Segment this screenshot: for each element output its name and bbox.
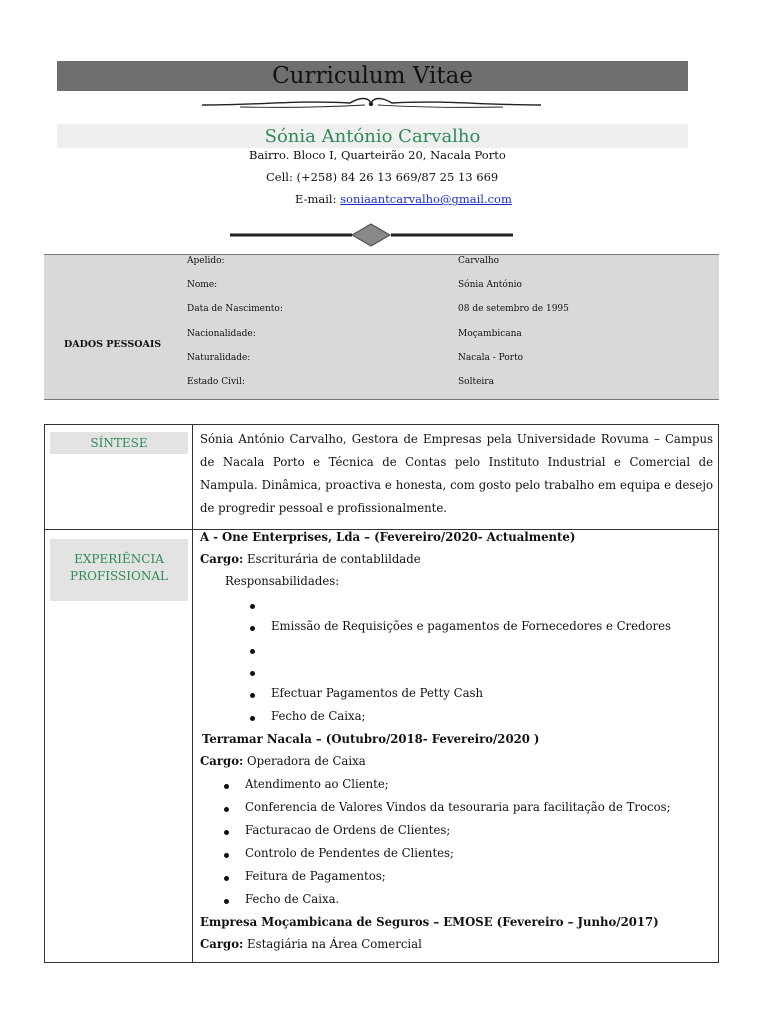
address: Bairro. Bloco I, Quarteirão 20, Nacala Porto [249, 148, 506, 162]
list-item-text: Controlo de Pendentes de Clientes; [245, 846, 454, 860]
personal-data-section [44, 254, 719, 400]
personal-row [44, 304, 719, 318]
list-item-text: Fecho de Caixa; [271, 709, 366, 723]
bullet-dot [250, 626, 255, 631]
personal-row [44, 256, 719, 270]
name-band [57, 124, 688, 148]
list-item-text: Emissão de Requisições e pagamentos de Fornecedores e Credores [271, 619, 672, 633]
job-company: A - One Enterprises, Lda – (Fevereiro/2020- Actualmente) [200, 530, 576, 544]
job-cargo [200, 937, 422, 951]
personal-label: Naturalidade: [187, 353, 251, 363]
job-company: Terramar Nacala – (Outubro/2018- Fevereiro/2020 ) [202, 732, 540, 746]
bullet-dot [250, 693, 255, 698]
cargo-value: Estagiária na Área Comercial [243, 937, 422, 951]
sintese-label: SÍNTESE [50, 432, 188, 454]
personal-label: Apelido: [187, 256, 225, 266]
bullet-dot [250, 716, 255, 721]
diamond-divider [230, 223, 513, 247]
personal-value: Carvalho [458, 256, 500, 266]
list-item [245, 869, 386, 883]
personal-value: Nacala - Porto [458, 353, 524, 363]
personal-label: Nacionalidade: [187, 329, 256, 339]
experience-label [50, 539, 188, 601]
personal-section-label: DADOS PESSOAIS [64, 339, 162, 350]
cargo-value: Operadora de Caixa [243, 754, 366, 768]
list-item [245, 823, 450, 837]
list-item [245, 800, 671, 814]
email-label: E-mail: [295, 192, 341, 206]
bullet-dot [224, 830, 229, 835]
cargo-label: Cargo: [200, 754, 244, 768]
bullet-dot [224, 784, 229, 789]
list-item [271, 686, 483, 700]
list-item [271, 619, 671, 633]
personal-row [44, 353, 719, 367]
personal-label: Estado Civil: [187, 377, 245, 387]
flourish-divider [200, 94, 543, 114]
bullet-dot [250, 604, 255, 609]
list-item-text: Feitura de Pagamentos; [245, 869, 386, 883]
personal-row [44, 329, 719, 343]
candidate-name: Sónia António Carvalho [264, 126, 481, 147]
email-link[interactable]: soniaantcarvalho@gmail.com [340, 192, 512, 206]
list-item-text: Conferencia de Valores Vindos da tesouraria para facilitação de Trocos; [245, 800, 671, 814]
personal-value: Solteira [458, 377, 494, 387]
list-item-text: Atendimento ao Cliente; [245, 777, 389, 791]
cargo-label: Cargo: [200, 937, 244, 951]
bullet-dot [224, 876, 229, 881]
personal-value: 08 de setembro de 1995 [458, 304, 569, 314]
personal-row [44, 280, 719, 294]
bullet-dot [224, 853, 229, 858]
phone: Cell: (+258) 84 26 13 669/87 25 13 669 [266, 170, 499, 184]
experience-label-line1: EXPERIÊNCIA [74, 552, 164, 566]
bullet-dot [250, 671, 255, 676]
sintese-text: Sónia António Carvalho, Gestora de Empresas pela Universidade Rovuma – Campus de Nacala Porto e Técnica de Contas pelo Instituto Industrial e Comercial de Nampula. Dinâmica, proactiva e honesta, com gosto pelo trabalho em equipa e desejo de progredir pessoal e profissionalmente. [200, 432, 713, 515]
personal-row [44, 377, 719, 391]
list-item [245, 777, 389, 791]
bullet-dot [224, 807, 229, 812]
personal-value: Moçambicana [458, 329, 522, 339]
cv-main-table [44, 424, 719, 963]
title-bar [57, 61, 688, 91]
list-item [245, 846, 454, 860]
list-item-text: Fecho de Caixa. [245, 892, 340, 906]
bullet-dot [250, 649, 255, 654]
responsibilities-label: Responsabilidades: [225, 574, 340, 588]
email-line [295, 192, 512, 206]
experience-label-line2: PROFISSIONAL [70, 569, 168, 583]
personal-value: Sónia António [458, 280, 522, 290]
bullet-dot [224, 899, 229, 904]
cargo-value: Escriturária de contablildade [243, 552, 421, 566]
personal-label: Data de Nascimento: [187, 304, 283, 314]
column-divider [192, 425, 193, 962]
job-cargo [200, 754, 366, 768]
list-item [271, 709, 365, 723]
document-title: Curriculum Vitae [272, 63, 473, 89]
list-item-text: Facturacao de Ordens de Clientes; [245, 823, 451, 837]
job-company: Empresa Moçambicana de Seguros – EMOSE (Fevereiro – Junho/2017) [200, 915, 659, 929]
cargo-label: Cargo: [200, 552, 244, 566]
list-item [245, 892, 339, 906]
job-cargo [200, 552, 421, 566]
list-item-text: Efectuar Pagamentos de Petty Cash [271, 686, 484, 700]
personal-label: Nome: [187, 280, 218, 290]
